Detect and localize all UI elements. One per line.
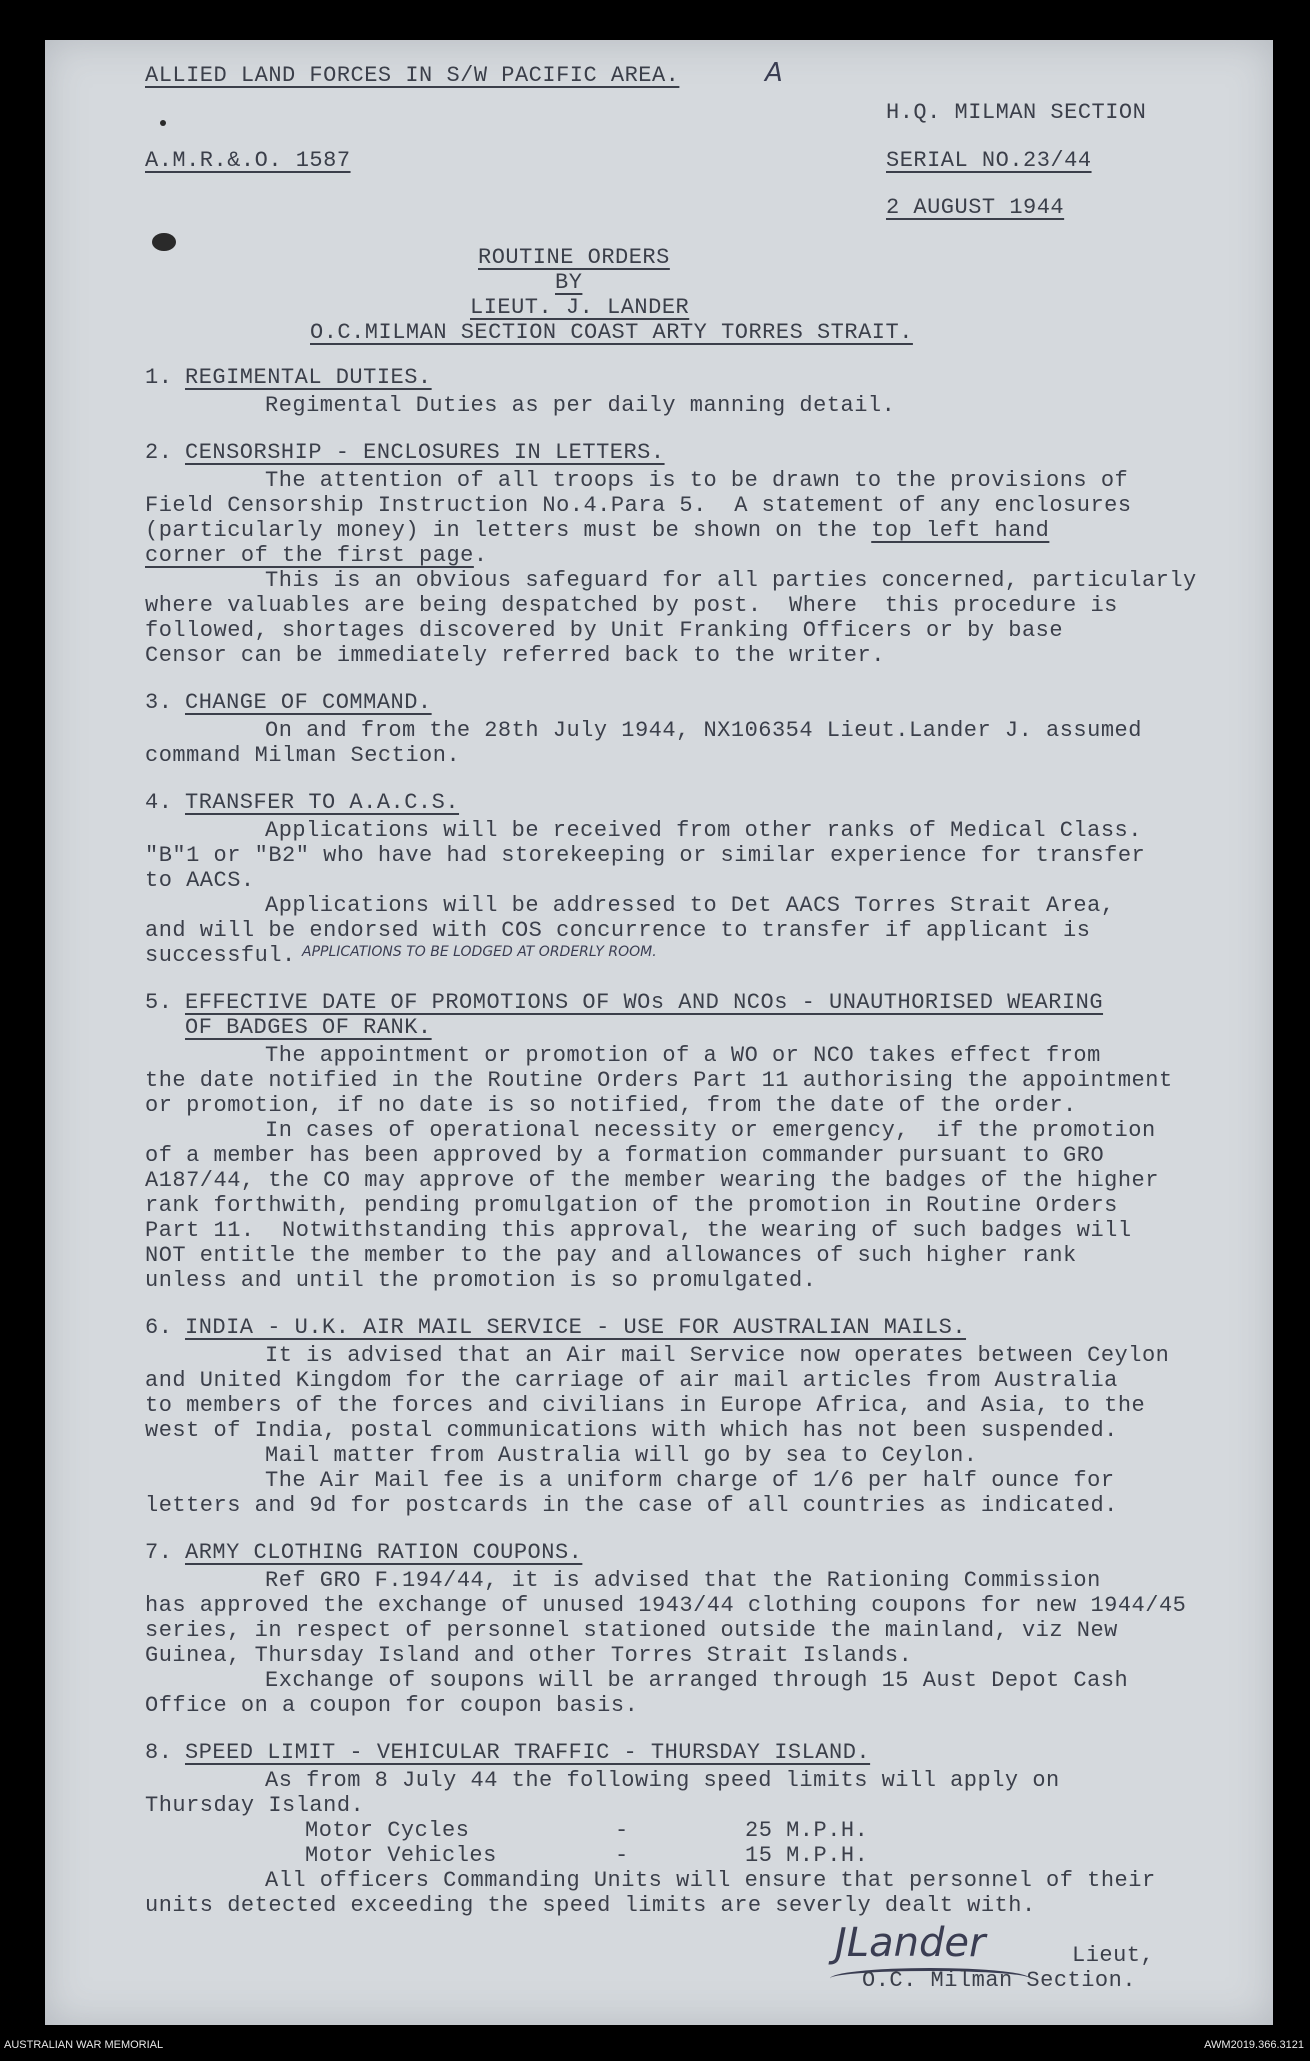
section-heading: CENSORSHIP - ENCLOSURES IN LETTERS. — [185, 440, 665, 465]
body-line: units detected exceeding the speed limits are severly dealt with. — [145, 1893, 1036, 1918]
body-line: Exchange of soupons will be arranged through 15 Aust Depot Cash — [265, 1668, 1129, 1693]
body-line: The Air Mail fee is a uniform charge of 1/6 per half ounce for — [265, 1468, 1115, 1493]
section-heading: CHANGE OF COMMAND. — [185, 690, 432, 715]
org-heading: ALLIED LAND FORCES IN S/W PACIFIC AREA. — [145, 63, 680, 88]
archive-id: AWM2019.366.3121 — [1204, 2039, 1304, 2051]
body-line: west of India, postal communications with which has not been suspended. — [145, 1418, 1118, 1443]
signature: JLander — [835, 1920, 986, 1966]
body-line: NOT entitle the member to the pay and allowances of such higher rank — [145, 1243, 1077, 1268]
body-line: Field Censorship Instruction No.4.Para 5. A statement of any enclosures — [145, 493, 1132, 518]
body-line: and United Kingdom for the carriage of air mail articles from Australia — [145, 1368, 1118, 1393]
title-line: BY — [555, 270, 583, 295]
body-line: Ref GRO F.194/44, it is advised that the Rationing Commission — [265, 1568, 1101, 1593]
section-number: 8. — [145, 1740, 173, 1765]
section-heading: REGIMENTAL DUTIES. — [185, 365, 432, 390]
title-line: LIEUT. J. LANDER — [470, 295, 690, 320]
section-heading: OF BADGES OF RANK. — [185, 1015, 432, 1040]
title-line: ROUTINE ORDERS — [478, 245, 670, 270]
speed-limit-dash: - — [615, 1818, 629, 1843]
body-line: successful. — [145, 943, 296, 968]
body-line: It is advised that an Air mail Service now operates between Ceylon — [265, 1343, 1170, 1368]
body-line: to AACS. — [145, 868, 255, 893]
section-number: 2. — [145, 440, 173, 465]
body-line: The attention of all troops is to be drawn to the provisions of — [265, 468, 1129, 493]
section-number: 6. — [145, 1315, 173, 1340]
body-line: The appointment or promotion of a WO or NCO takes effect from — [265, 1043, 1101, 1068]
punch-hole — [152, 233, 176, 251]
body-line: Office on a coupon for coupon basis. — [145, 1693, 639, 1718]
body-line: rank forthwith, pending promulgation of the promotion in Routine Orders — [145, 1193, 1118, 1218]
speed-limit-dash: - — [615, 1843, 629, 1868]
body-line: followed, shortages discovered by Unit Franking Officers or by base — [145, 618, 1064, 643]
body-line: This is an obvious safeguard for all parties concerned, particularly — [265, 568, 1197, 593]
body-line: Applications will be received from other ranks of Medical Class. — [265, 818, 1142, 843]
speed-limit-label: Motor Cycles — [305, 1818, 470, 1843]
speed-limit-value: 25 M.P.H. — [745, 1818, 869, 1843]
body-line: All officers Commanding Units will ensure that personnel of their — [265, 1868, 1156, 1893]
body-line: On and from the 28th July 1944, NX106354 Lieut.Lander J. assumed — [265, 718, 1142, 743]
section-heading: EFFECTIVE DATE OF PROMOTIONS OF WOs AND NCOs - UNAUTHORISED WEARING — [185, 990, 1104, 1015]
speed-limit-label: Motor Vehicles — [305, 1843, 497, 1868]
body-line: Guinea, Thursday Island and other Torres Strait Islands. — [145, 1643, 913, 1668]
body-line: to members of the forces and civilians in Europe Africa, and Asia, to the — [145, 1393, 1146, 1418]
body-line: A187/44, the CO may approve of the member wearing the badges of the higher — [145, 1168, 1159, 1193]
body-line: Part 11. Notwithstanding this approval, the wearing of such badges will — [145, 1218, 1132, 1243]
section-heading: TRANSFER TO A.A.C.S. — [185, 790, 460, 815]
section-number: 4. — [145, 790, 173, 815]
body-line: "B"1 or "B2" who have had storekeeping or similar experience for transfer — [145, 843, 1146, 868]
body-line: As from 8 July 44 the following speed limits will apply on — [265, 1768, 1060, 1793]
section-number: 5. — [145, 990, 173, 1015]
hq-label: H.Q. MILMAN SECTION — [886, 100, 1147, 125]
serial-number: SERIAL NO.23/44 — [886, 148, 1092, 173]
body-line: the date notified in the Routine Orders Part 11 authorising the appointment — [145, 1068, 1173, 1093]
punch-hole — [160, 120, 166, 126]
body-line: (particularly money) in letters must be shown on the top left hand — [145, 518, 1050, 543]
body-line: Censor can be immediately referred back to the writer. — [145, 643, 885, 668]
body-line: command Milman Section. — [145, 743, 461, 768]
handwritten-note: APPLICATIONS TO BE LODGED AT ORDERLY ROOM. — [302, 944, 657, 960]
body-line: of a member has been approved by a formation commander pursuant to GRO — [145, 1143, 1105, 1168]
body-line: series, in respect of personnel stationed outside the mainland, viz New — [145, 1618, 1118, 1643]
body-line: where valuables are being despatched by post. Where this procedure is — [145, 593, 1118, 618]
body-line: has approved the exchange of unused 1943/44 clothing coupons for new 1944/45 — [145, 1593, 1187, 1618]
section-number: 7. — [145, 1540, 173, 1565]
body-line: unless and until the promotion is so promulgated. — [145, 1268, 817, 1293]
order-date: 2 AUGUST 1944 — [886, 195, 1065, 220]
section-heading: ARMY CLOTHING RATION COUPONS. — [185, 1540, 583, 1565]
handwritten-mark: A — [765, 58, 783, 88]
title-line: O.C.MILMAN SECTION COAST ARTY TORRES STRAIT. — [310, 320, 913, 345]
section-number: 3. — [145, 690, 173, 715]
section-heading: SPEED LIMIT - VEHICULAR TRAFFIC - THURSDAY ISLAND. — [185, 1740, 871, 1765]
archive-credit: AUSTRALIAN WAR MEMORIAL — [4, 2039, 164, 2051]
signatory-role: O.C. Milman Section. — [862, 1968, 1137, 1993]
speed-limit-value: 15 M.P.H. — [745, 1843, 869, 1868]
body-line: Mail matter from Australia will go by sea to Ceylon. — [265, 1443, 978, 1468]
signatory-rank: Lieut, — [1072, 1943, 1155, 1968]
body-line: Applications will be addressed to Det AACS Torres Strait Area, — [265, 893, 1115, 918]
body-line: letters and 9d for postcards in the case of all countries as indicated. — [145, 1493, 1118, 1518]
body-line: Thursday Island. — [145, 1793, 365, 1818]
body-line: In cases of operational necessity or emergency, if the promotion — [265, 1118, 1156, 1143]
section-number: 1. — [145, 365, 173, 390]
section-heading: INDIA - U.K. AIR MAIL SERVICE - USE FOR AUSTRALIAN MAILS. — [185, 1315, 967, 1340]
reference-number: A.M.R.&.O. 1587 — [145, 148, 351, 173]
body-line: Regimental Duties as per daily manning detail. — [265, 393, 896, 418]
body-line: or promotion, if no date is so notified, from the date of the order. — [145, 1093, 1077, 1118]
body-line: and will be endorsed with COS concurrence to transfer if applicant is — [145, 918, 1091, 943]
body-line: corner of the first page. — [145, 543, 488, 568]
